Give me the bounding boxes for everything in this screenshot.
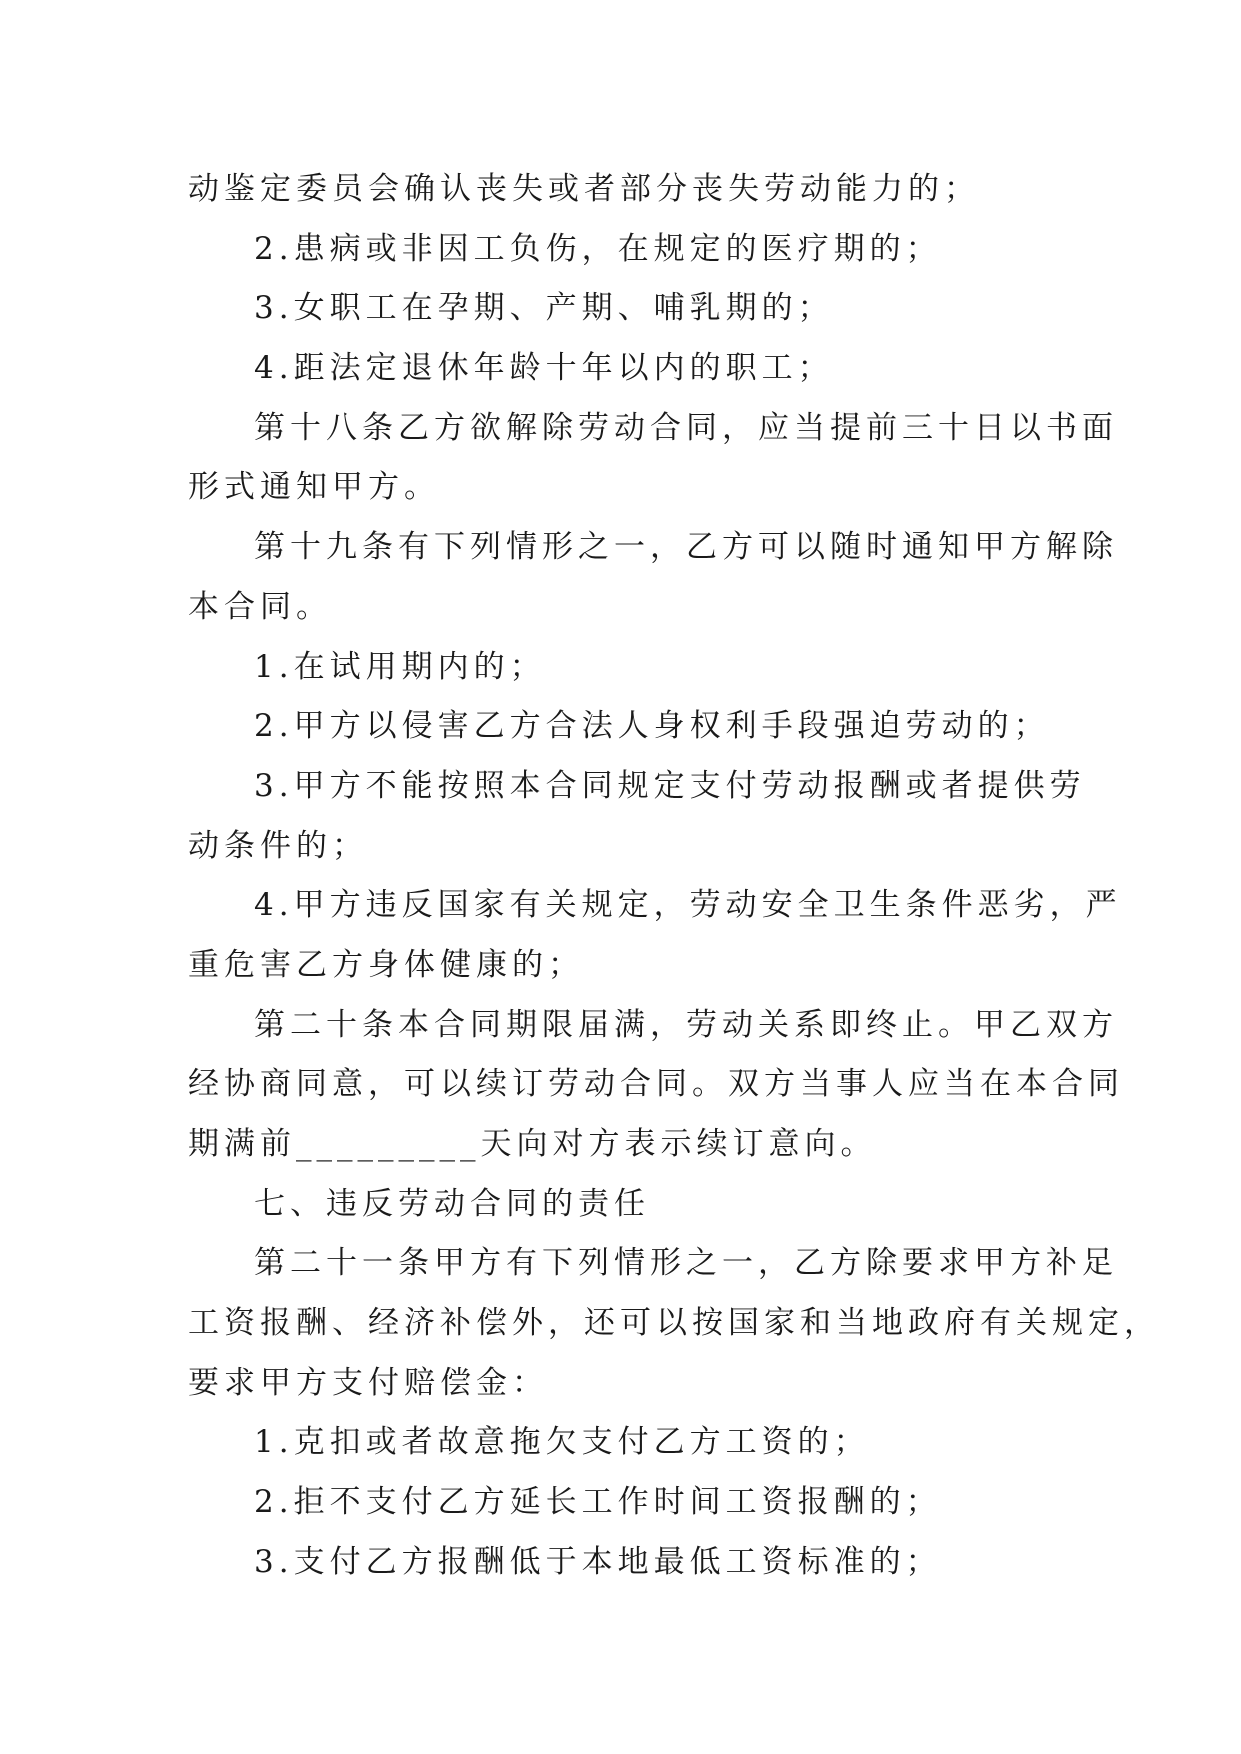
- text-line: 第二十一条甲方有下列情形之一，乙方除要求甲方补足: [254, 1245, 1118, 1282]
- text-line: 期满前_________天向对方表示续订意向。: [188, 1126, 877, 1162]
- text-line: 第十九条有下列情形之一，乙方可以随时通知甲方解除: [254, 529, 1118, 566]
- text-line: 4.甲方违反国家有关规定，劳动安全卫生条件恶劣，严: [254, 887, 1122, 924]
- text-line: 2.患病或非因工负伤，在规定的医疗期的；: [254, 230, 942, 267]
- text-line: 1.克扣或者故意拖欠支付乙方工资的；: [254, 1424, 870, 1461]
- text-line: 重危害乙方身体健康的；: [188, 946, 584, 983]
- text-line: 3.甲方不能按照本合同规定支付劳动报酬或者提供劳: [254, 767, 1086, 804]
- text-line: 本合同。: [188, 588, 332, 625]
- text-line: 形式通知甲方。: [188, 469, 440, 506]
- text-line: 3.支付乙方报酬低于本地最低工资标准的；: [254, 1543, 942, 1580]
- text-line: 3.女职工在孕期、产期、哺乳期的；: [254, 290, 834, 327]
- text-line: 4.距法定退休年龄十年以内的职工；: [254, 350, 834, 387]
- text-line: 工资报酬、经济补偿外，还可以按国家和当地政府有关规定，: [188, 1305, 1160, 1342]
- text-line: 动鉴定委员会确认丧失或者部分丧失劳动能力的；: [188, 171, 980, 207]
- text-line: 要求甲方支付赔偿金：: [188, 1364, 548, 1401]
- text-line: 2.甲方以侵害乙方合法人身权利手段强迫劳动的；: [254, 708, 1050, 745]
- text-line: 第十八条乙方欲解除劳动合同，应当提前三十日以书面: [254, 409, 1118, 446]
- document-body: [188, 160, 1160, 1593]
- text-line: 动条件的；: [188, 827, 368, 864]
- text-line: 1.在试用期内的；: [254, 648, 546, 685]
- text-line: 七、违反劳动合同的责任: [254, 1185, 650, 1222]
- text-line: 2.拒不支付乙方延长工作时间工资报酬的；: [254, 1484, 942, 1521]
- text-line: 第二十条本合同期限届满，劳动关系即终止。甲乙双方: [254, 1006, 1118, 1043]
- text-line: 经协商同意，可以续订劳动合同。双方当事人应当在本合同: [188, 1066, 1124, 1103]
